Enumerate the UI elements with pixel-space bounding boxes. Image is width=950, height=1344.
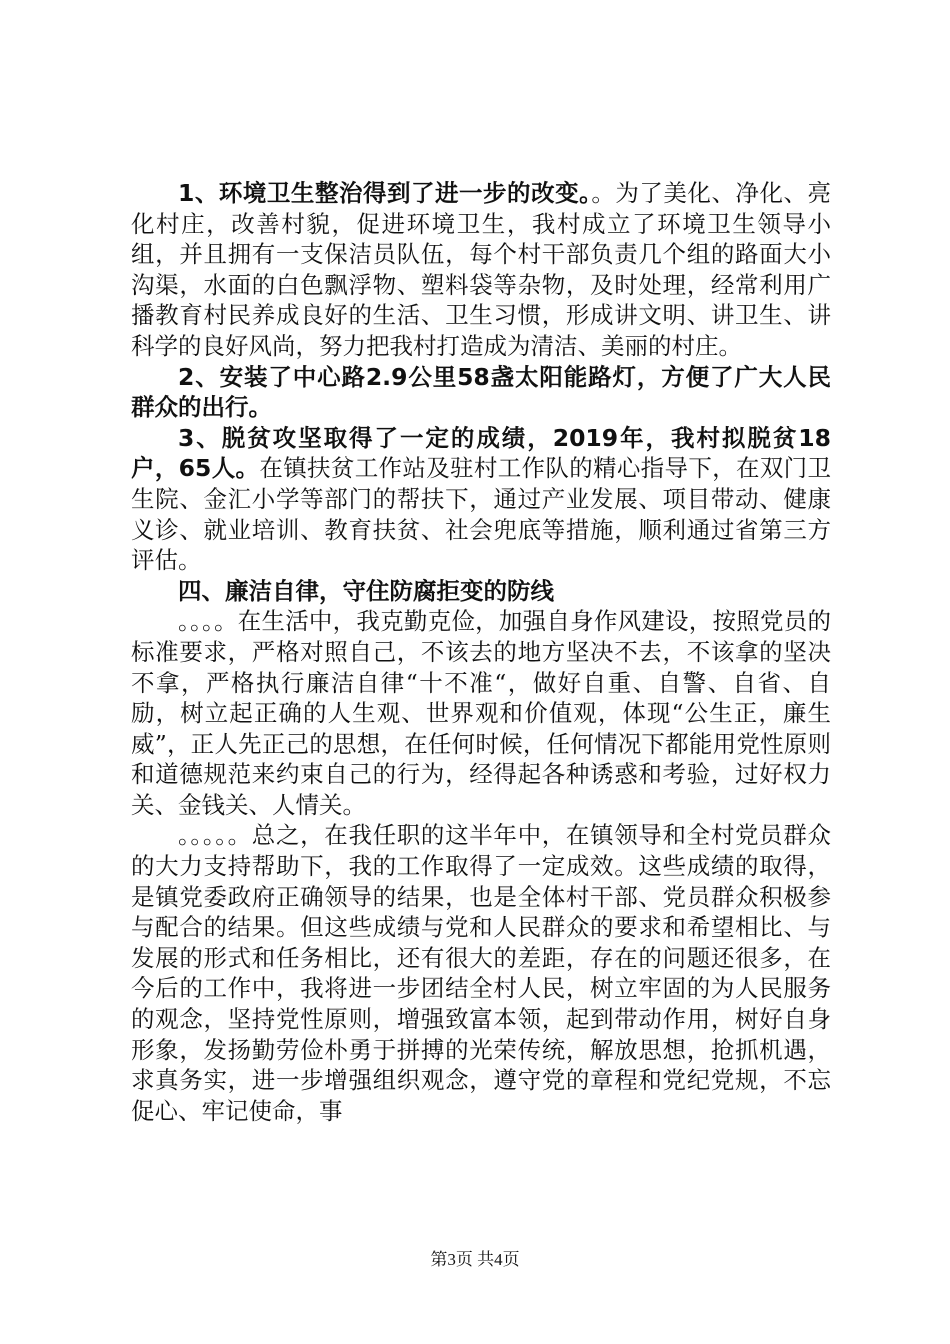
paragraph-self-discipline: [131, 606, 831, 820]
paragraph-text: 。。。。在生活中，我克勤克俭，加强自身作风建设，按照党员的标准要求，严格对照自己，不该去的地方坚决不去，不该拿的坚决不拿，严格执行廉洁自律“十不准“，做好自重、自警、自省、自励，树立起正确的人生观、世界观和价值观，体现“公生正，廉生威”，正人先正己的思想，在任何时候，任何情况下都能用党性原则和道德规范来约束自己的行为，经得起各种诱惑和考验，过好权力关、金钱关、人情关。: [131, 607, 831, 819]
paragraph-environment: [131, 178, 831, 362]
section-heading-integrity: [131, 576, 831, 607]
paragraph-poverty-alleviation: [131, 423, 831, 576]
paragraph-heading: 3、脱贫攻坚取得了一定的成绩，2019年，我村拟脱贫18户，65人。: [131, 423, 831, 483]
paragraph-heading: 1、环境卫生整治得到了进一步的改变。: [178, 179, 592, 207]
document-body: [131, 178, 831, 1126]
paragraph-heading: 2、安装了中心路2.9公里58盏太阳能路灯，方便了广大人民群众的出行。: [131, 362, 831, 422]
page-number-footer: 第3页 共4页: [430, 1250, 520, 1269]
paragraph-text: 。。。。。总之，在我任职的这半年中，在镇领导和全村党员群众的大力支持帮助下，我的工作取得了一定成效。这些成绩的取得，是镇党委政府正确领导的结果，也是全体村干部、党员群众积极参与配合的结果。但这些成绩与党和人民群众的要求和希望相比、与发展的形式和任务相比，还有很大的差距，存在的问题还很多，在今后的工作中，我将进一步团结全村人民，树立牢固的为人民服务的观念，坚持党性原则，增强致富本领，起到带动作用，树好自身形象，发扬勤劳俭朴勇于拼搏的光荣传统，解放思想，抢抓机遇，求真务实，进一步增强组织观念，遵守党的章程和党纪党规，不忘促心、牢记使命，事: [131, 821, 831, 1125]
paragraph-summary: [131, 820, 831, 1126]
section-heading: 四、廉洁自律，守住防腐拒变的防线: [178, 576, 554, 605]
paragraph-street-lights: [131, 362, 831, 423]
paragraph-text: 在镇扶贫工作站及驻村工作队的精心指导下，在双门卫生院、金汇小学等部门的帮扶下，通过产业发展、项目带动、健康义诊、就业培训、教育扶贫、社会兜底等措施，顺利通过省第三方评估。: [131, 454, 832, 575]
paragraph-text: 。为了美化、净化、亮化村庄，改善村貌，促进环境卫生，我村成立了环境卫生领导小组，并且拥有一支保洁员队伍，每个村干部负责几个组的路面大小沟渠，水面的白色飘浮物、塑料袋等杂物，及时处理，经常利用广播教育村民养成良好的生活、卫生习惯，形成讲文明、讲卫生、讲科学的良好风尚，努力把我村打造成为清洁、美丽的村庄。: [131, 179, 832, 360]
